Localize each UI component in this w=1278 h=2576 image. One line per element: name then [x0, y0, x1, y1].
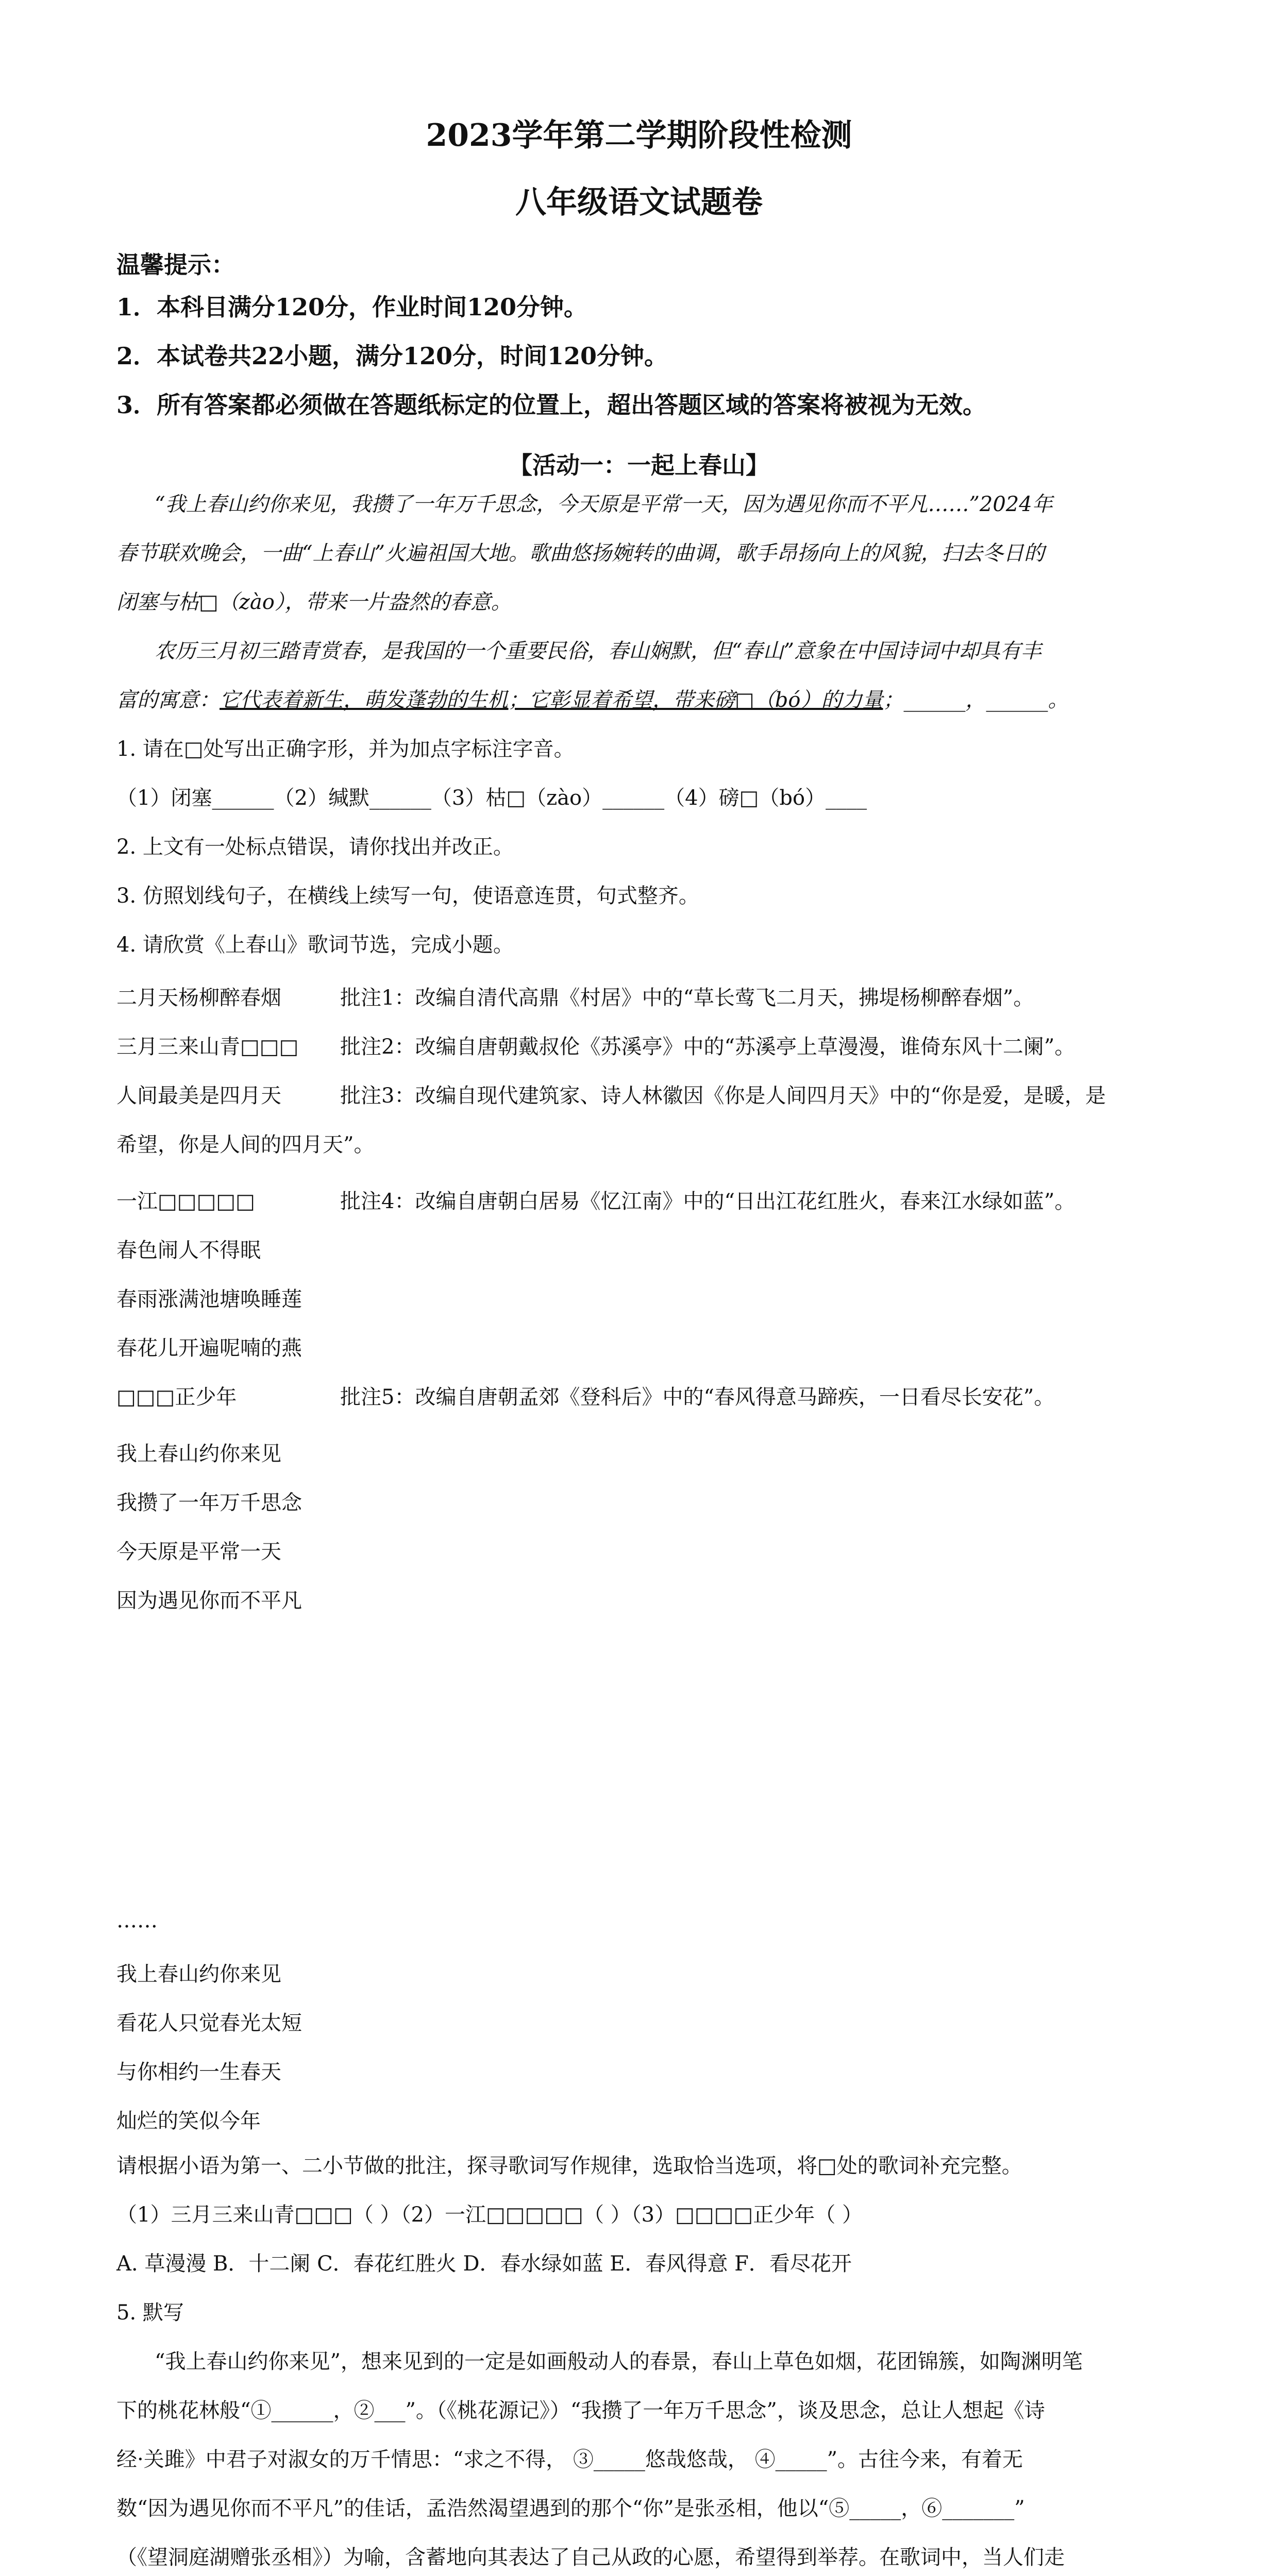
intro-line: 春节联欢晚会，一曲“上春山”火遍祖国大地。歌曲悠扬婉转的曲调，歌手昂扬向上的风貌，扫去冬日的 [116, 541, 1045, 565]
lyric-line: 我上春山约你来见 [116, 1442, 281, 1466]
dictation-line: （《望洞庭湖赠张丞相》）为喻，含蓄地向其表达了自己从政的心愿，希望得到举荐。在歌词中，当人们走 [116, 2546, 1065, 2569]
annotation: 批注2：改编自唐朝戴叔伦《苏溪亭》中的“苏溪亭上草漫漫，谁倚东风十二阑”。 [340, 1035, 1075, 1059]
exam-title: 2023学年第二学期阶段性检测 [426, 117, 852, 154]
lyric-line: 我上春山约你来见 [116, 1962, 281, 1986]
annotation-cont: 希望，你是人间的四月天”。 [116, 1133, 375, 1157]
annotation: 批注5：改编自唐朝孟郊《登科后》中的“春风得意马蹄疾，一日看尽长安花”。 [340, 1385, 1055, 1409]
lyric-line: 一江□□□□□ [116, 1190, 255, 1213]
annotation: 批注1：改编自清代高鼎《村居》中的“草长莺飞二月天，拂堤杨柳醉春烟”。 [340, 986, 1034, 1010]
lyric-line: 春雨涨满池塘唤睡莲 [116, 1287, 302, 1311]
blank-text: ；______，______。 [883, 688, 1069, 712]
lyric-line: 灿烂的笑似今年 [116, 2109, 261, 2133]
intro-line: 农历三月初三踏青赏春，是我国的一个重要民俗，春山娴默，但“春山”意象在中国诗词中却具有丰 [155, 639, 1041, 663]
annotation: 批注3：改编自现代建筑家、诗人林徽因《你是人间四月天》中的“你是爱，是暖，是 [340, 1084, 1106, 1108]
question-2: 2. 上文有一处标点错误，请你找出并改正。 [116, 835, 514, 859]
intro-text: 富的寓意： [116, 688, 220, 712]
dictation-line: “我上春山约你来见”，想来见到的一定是如画般动人的春景，春山上草色如烟，花团锦簇，如陶渊明笔 [155, 2350, 1083, 2374]
lyric-line: 春花儿开遍呢喃的燕 [116, 1336, 302, 1360]
notice-item: 1．本科目满分120分，作业时间120分钟。 [116, 293, 588, 321]
question-4-options: A. 草漫漫 B．十二阑 C．春花红胜火 D．春水绿如蓝 E．春风得意 F．看尽花开 [116, 2252, 852, 2276]
dictation-line: 下的桃花林般“①______，②___”。（《桃花源记》）“我攒了一年万千思念”，谈及思念，总让人想起《诗 [116, 2399, 1045, 2422]
question-1-items: （1）闭塞______（2）缄默______（3）枯□（zào）______（4）磅□（bó）____ [116, 786, 867, 810]
intro-line [116, 688, 1068, 713]
lyric-line: 春色闹人不得眠 [116, 1239, 261, 1262]
lyric-line: 我攒了一年万千思念 [116, 1491, 302, 1515]
notice-heading: 温馨提示： [116, 251, 235, 279]
lyric-line: 三月三来山青□□□ [116, 1035, 299, 1059]
lyric-line: 人间最美是四月天 [116, 1084, 281, 1108]
lyric-line: 二月天杨柳醉春烟 [116, 986, 281, 1010]
intro-line: “我上春山约你来见，我攒了一年万千思念，今天原是平常一天，因为遇见你而不平凡……”2024年 [155, 493, 1053, 516]
exam-subtitle: 八年级语文试题卷 [515, 184, 763, 221]
underlined-sentence: 它代表着新生，萌发蓬勃的生机；它彰显着希望，带来磅□（bó）的力量 [220, 688, 883, 712]
question-5: 5. 默写 [116, 2301, 184, 2325]
dictation-line: 经·关雎》中君子对淑女的万千情思：“求之不得， ③_____悠哉悠哉， ④_____”。古往今来，有着无 [116, 2448, 1023, 2471]
question-3: 3. 仿照划线句子，在横线上续写一句，使语意连贯，句式整齐。 [116, 884, 699, 908]
question-4-instruction: 请根据小语为第一、二小节做的批注，探寻歌词写作规律，选取恰当选项，将□处的歌词补充完整。 [116, 2154, 1022, 2178]
lyric-line: □□□正少年 [116, 1385, 237, 1409]
section-heading: 【活动一：一起上春山】 [509, 451, 769, 479]
question-4-subitems: （1）三月三来山青□□□（ ）（2）一江□□□□□（ ）（3）□□□□正少年（ ） [116, 2203, 863, 2227]
notice-item: 3．所有答案都必须做在答题纸标定的位置上，超出答题区域的答案将被视为无效。 [116, 391, 987, 419]
lyric-line: 与你相约一生春天 [116, 2060, 281, 2084]
intro-line: 闭塞与枯□（zào），带来一片盎然的春意。 [116, 590, 512, 614]
dictation-line: 数“因为遇见你而不平凡”的佳话，孟浩然渴望遇到的那个“你”是张丞相，他以“⑤_____，⑥_______” [116, 2497, 1025, 2520]
lyric-line: 因为遇见你而不平凡 [116, 1589, 302, 1613]
annotation: 批注4：改编自唐朝白居易《忆江南》中的“日出江花红胜火，春来江水绿如蓝”。 [340, 1190, 1075, 1213]
lyric-line: 今天原是平常一天 [116, 1540, 281, 1564]
question-4: 4. 请欣赏《上春山》歌词节选，完成小题。 [116, 933, 514, 957]
notice-item: 2．本试卷共22小题，满分120分，时间120分钟。 [116, 342, 668, 370]
ellipsis: …… [116, 1909, 158, 1933]
lyric-line: 看花人只觉春光太短 [116, 2011, 302, 2035]
question-1: 1. 请在□处写出正确字形，并为加点字标注字音。 [116, 737, 575, 761]
